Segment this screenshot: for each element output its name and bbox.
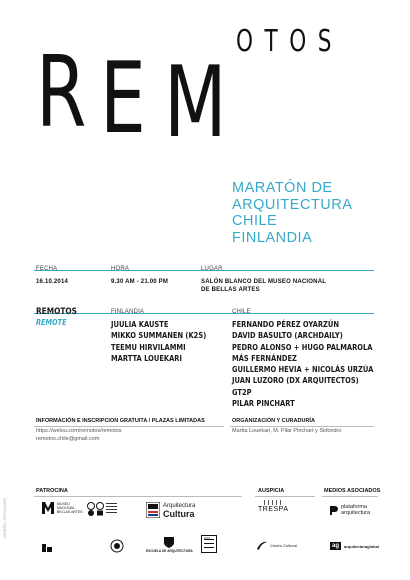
event-title — [232, 180, 352, 246]
remote-label: REMOTE — [36, 318, 67, 327]
org-names: Martta Louekari, M. Pilar Pinchart y Skfondro — [232, 428, 342, 434]
divider-auspicia — [255, 496, 315, 497]
mnba-logo: MUSEO NACIONAL BELLAS ARTES — [42, 502, 83, 514]
institution-logo — [42, 544, 52, 552]
logotype-letter-e: E — [100, 42, 148, 156]
finlandia-list — [111, 319, 206, 364]
logotype-letter-r: R — [36, 36, 88, 150]
trespa-logo: TRESPA — [258, 500, 289, 513]
list-item: JUAN LUZORO (DX ARQUITECTOS) — [232, 376, 359, 386]
divider-program — [34, 313, 374, 314]
finlandia-label: FINLANDIA — [111, 309, 145, 315]
trespa-mark-icon — [264, 500, 282, 505]
block-mark-icon — [42, 544, 52, 552]
info-email[interactable]: remotos.chile@gmail.com — [36, 435, 100, 442]
university-shield-icon — [164, 537, 174, 548]
list-item: GUILLERMO HEVIA + NICOLÁS URZÚA — [232, 365, 374, 375]
list-item: FERNANDO PÉREZ OYARZÚN — [232, 320, 339, 329]
title-line: CHILE — [232, 213, 278, 229]
logotype-otos: OTOS — [236, 24, 343, 59]
medios-heading: MEDIOS ASOCIADOS — [324, 488, 381, 494]
remotos-label: REMOTOS — [36, 307, 77, 317]
list-item: GT2P — [232, 387, 252, 397]
patrocina-heading: PATROCINA — [36, 488, 68, 494]
divider-patrocina — [34, 496, 242, 497]
lugar-label: LUGAR — [201, 266, 223, 272]
design-credit: DISEÑO: SKFONDRO — [2, 497, 7, 538]
logotype-letter-m: M — [164, 46, 229, 160]
aoa-logo: AOA — [201, 535, 217, 553]
ministry-emblem-icon — [146, 502, 160, 518]
lugar-value-1: SALÓN BLANCO DEL MUSEO NACIONAL — [201, 279, 327, 285]
hora-value: 9.30 AM - 21.00 PM — [111, 279, 169, 285]
plataforma-arquitectura-logo — [330, 505, 370, 516]
title-line: MARATÓN DE — [232, 180, 333, 196]
list-item: JUULIA KAUSTE — [111, 320, 169, 329]
title-line: ARQUITECTURA — [232, 196, 353, 213]
divider-info — [34, 426, 224, 427]
crest-logo — [110, 539, 124, 553]
lugar-value-2: DE BELLAS ARTES — [201, 287, 260, 293]
title-line: FINLANDIA — [232, 229, 313, 246]
divider-medios — [322, 496, 378, 497]
centro-cultural-logo: Centro Cultural — [257, 541, 297, 550]
org-heading: ORGANIZACIÓN Y CURADURÍA — [232, 418, 315, 424]
divider-org — [230, 426, 374, 427]
fecha-value: 16.10.2014 — [36, 279, 69, 285]
centro-swoosh-icon — [257, 541, 267, 550]
list-item: DAVID BASULTO (ARCHDAILY) — [232, 331, 343, 341]
seal-icons — [86, 501, 118, 517]
escuela-arquitectura-logo: ESCUELA DE ARQUITECTURA — [146, 537, 193, 553]
plataforma-text: plataforma arquitectura — [341, 504, 371, 516]
crest-icon — [110, 539, 124, 553]
partner-seals-logo — [86, 501, 118, 517]
list-item: PILAR PINCHART — [232, 399, 295, 409]
arquitectura-cultura-text: Arquitectura Cultura — [163, 503, 196, 519]
mnba-icon — [42, 502, 54, 514]
fecha-label: FECHA — [36, 266, 58, 272]
list-item: TEEMU HIRVILAMMI — [111, 342, 186, 352]
info-url[interactable]: https://welou.com/remotos/remotos — [36, 428, 122, 434]
info-contact — [36, 428, 122, 443]
list-item: MIKKO SUMMANEN (K2S) — [111, 331, 207, 341]
auspicia-heading: AUSPICIA — [258, 488, 285, 494]
arquitectura-global-logo: ag arquitecturaglobal — [332, 543, 379, 549]
plataforma-icon — [330, 506, 338, 515]
chile-label: CHILE — [232, 309, 251, 315]
info-heading: INFORMACIÓN E INSCRIPCION GRATUITA / PLAZAS LIMITADAS — [36, 418, 205, 424]
arquitectura-cultura-logo — [146, 502, 195, 518]
list-item: PEDRO ALONSO + HUGO PALMAROLA — [232, 342, 373, 352]
list-item: MARTTA LOUEKARI — [111, 353, 182, 363]
chile-list — [232, 319, 373, 409]
list-item: MÁS FERNÁNDEZ — [232, 353, 297, 363]
hora-label: HORA — [111, 266, 130, 272]
